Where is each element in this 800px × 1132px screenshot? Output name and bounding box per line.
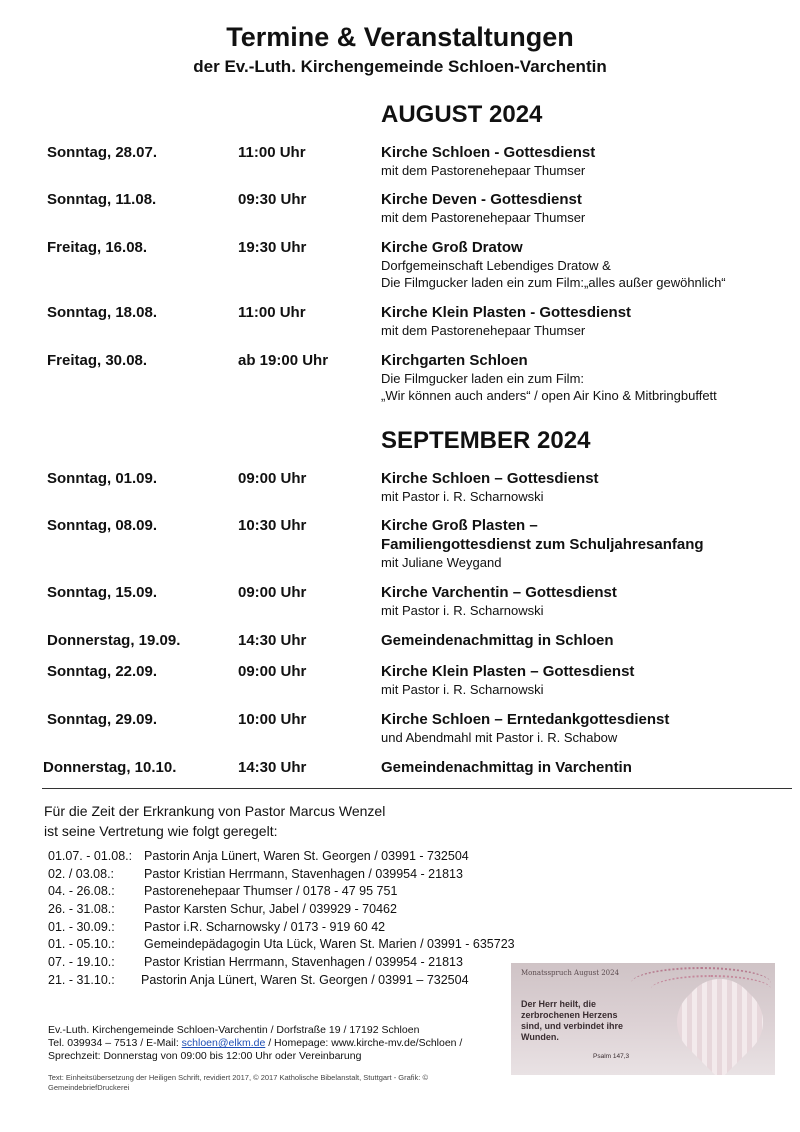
vertretung-person: Pastorin Anja Lünert, Waren St. Georgen / 03991 - 732504 xyxy=(144,849,469,863)
footer-phone: Tel. 039934 – 7513 / E-Mail: xyxy=(48,1037,182,1049)
vertretung-intro-2: ist seine Vertretung wie folgt geregelt: xyxy=(44,823,278,839)
event-title: Kirche Groß Dratow xyxy=(381,239,523,256)
vertretung-person: Pastor Kristian Herrmann, Stavenhagen / 039954 - 21813 xyxy=(144,955,463,969)
vertretung-person: Pastor Kristian Herrmann, Stavenhagen / 039954 - 21813 xyxy=(144,867,463,881)
event-detail: Die Filmgucker laden ein zum Film:„alles außer gewöhnlich“ xyxy=(381,275,726,290)
monatsspruch-verse: Der Herr heilt, die zerbrochenen Herzens sind, und verbindet ihre Wunden. xyxy=(521,999,624,1042)
event-title: Gemeindenachmittag in Varchentin xyxy=(381,759,632,776)
vertretung-person: Pastorin Anja Lünert, Waren St. Georgen / 03991 – 732504 xyxy=(141,973,469,987)
event-time: 19:30 Uhr xyxy=(238,239,307,256)
event-detail: und Abendmahl mit Pastor i. R. Schabow xyxy=(381,730,618,745)
vertretung-range: 07. - 19.10.: xyxy=(48,955,115,969)
credit-line-2: GemeindebriefDruckerei xyxy=(48,1083,130,1092)
event-title: Kirche Klein Plasten - Gottesdienst xyxy=(381,304,632,321)
footer-contact xyxy=(48,1037,462,1049)
vertretung-range: 01. - 30.09.: xyxy=(48,920,115,934)
event-title-line2: Familiengottesdienst zum Schuljahresanfang xyxy=(381,536,704,553)
event-detail: Dorfgemeinschaft Lebendiges Dratow & xyxy=(381,258,611,273)
event-title: Kirche Varchentin – Gottesdienst xyxy=(381,584,617,601)
event-detail: mit dem Pastorenehepaar Thumser xyxy=(381,163,586,178)
event-title: Kirche Klein Plasten – Gottesdienst xyxy=(381,663,635,680)
email-link[interactable]: schloen@elkm.de xyxy=(181,1037,266,1049)
event-day: Sonntag, 01.09. xyxy=(47,470,158,487)
monatsspruch-header: Monatsspruch August 2024 xyxy=(521,969,620,977)
event-title: Kirche Deven - Gottesdienst xyxy=(381,191,582,208)
event-day: Sonntag, 18.08. xyxy=(47,304,158,321)
footer-homepage: / Homepage: www.kirche-mv.de/Schloen / xyxy=(265,1037,463,1049)
event-time: ab 19:00 Uhr xyxy=(238,352,329,369)
event-time: 14:30 Uhr xyxy=(238,632,307,649)
event-day: Sonntag, 08.09. xyxy=(47,517,158,534)
event-time: 09:00 Uhr xyxy=(238,470,307,487)
month-heading-august: AUGUST 2024 xyxy=(381,101,543,128)
event-time: 09:00 Uhr xyxy=(238,584,307,601)
event-day: Sonntag, 22.09. xyxy=(47,663,158,680)
monatsspruch-ref: Psalm 147,3 xyxy=(593,1053,630,1060)
event-day: Sonntag, 15.09. xyxy=(47,584,158,601)
event-day: Donnerstag, 19.09. xyxy=(47,632,181,649)
footer-address: Ev.-Luth. Kirchengemeinde Schloen-Varchentin / Dorfstraße 19 / 17192 Schloen xyxy=(48,1024,420,1036)
event-title: Kirche Schloen – Erntedankgottesdienst xyxy=(381,711,670,728)
page-title: Termine & Veranstaltungen xyxy=(226,22,574,52)
vertretung-range: 01. - 05.10.: xyxy=(48,937,115,951)
vertretung-person: Pastorenehepaar Thumser / 0178 - 47 95 751 xyxy=(144,884,398,898)
vertretung-range: 01.07. - 01.08.: xyxy=(48,849,133,863)
event-time: 10:30 Uhr xyxy=(238,517,307,534)
event-detail: „Wir können auch anders“ / open Air Kino & Mitbringbuffett xyxy=(381,388,717,403)
footer-hours: Sprechzeit: Donnerstag von 09:00 bis 12:00 Uhr oder Vereinbarung xyxy=(48,1050,362,1062)
event-time: 09:30 Uhr xyxy=(238,191,307,208)
vertretung-person: Pastor Karsten Schur, Jabel / 039929 - 70462 xyxy=(144,902,397,916)
event-title: Kirchgarten Schloen xyxy=(381,352,528,369)
event-day: Sonntag, 29.09. xyxy=(47,711,158,728)
event-time: 09:00 Uhr xyxy=(238,663,307,680)
event-title: Gemeindenachmittag in Schloen xyxy=(381,632,614,649)
event-day: Freitag, 30.08. xyxy=(47,352,148,369)
page-subtitle: der Ev.-Luth. Kirchengemeinde Schloen-Varchentin xyxy=(193,57,607,76)
vertretung-person: Gemeindepädagogin Uta Lück, Waren St. Marien / 03991 - 635723 xyxy=(144,937,515,951)
event-day: Sonntag, 11.08. xyxy=(47,191,157,208)
event-detail: mit dem Pastorenehepaar Thumser xyxy=(381,210,586,225)
event-title: Kirche Schloen – Gottesdienst xyxy=(381,470,599,487)
vertretung-range: 26. - 31.08.: xyxy=(48,902,115,916)
monatsspruch-card xyxy=(511,963,775,1075)
event-detail: mit Juliane Weygand xyxy=(381,555,502,570)
event-detail: Die Filmgucker laden ein zum Film: xyxy=(381,371,585,386)
vertretung-range: 04. - 26.08.: xyxy=(48,884,115,898)
credit-line-1: Text: Einheitsübersetzung der Heiligen Schrift, revidiert 2017, © 2017 Katholische Bibelanstalt, Stuttgart - Grafik: © xyxy=(48,1073,428,1082)
event-title: Kirche Schloen - Gottesdienst xyxy=(381,144,596,161)
event-day: Sonntag, 28.07. xyxy=(47,144,158,161)
month-heading-september: SEPTEMBER 2024 xyxy=(381,427,591,454)
vertretung-person: Pastor i.R. Scharnowsky / 0173 - 919 60 42 xyxy=(144,920,386,934)
divider xyxy=(42,788,792,789)
event-detail: mit dem Pastorenehepaar Thumser xyxy=(381,323,586,338)
event-time: 10:00 Uhr xyxy=(238,711,307,728)
event-detail: mit Pastor i. R. Scharnowski xyxy=(381,682,544,697)
event-detail: mit Pastor i. R. Scharnowski xyxy=(381,489,544,504)
vertretung-range: 02. / 03.08.: xyxy=(48,867,115,881)
event-day: Freitag, 16.08. xyxy=(47,239,148,256)
event-time: 11:00 Uhr xyxy=(238,304,306,321)
vertretung-range: 21. - 31.10.: xyxy=(48,973,115,987)
event-time: 14:30 Uhr xyxy=(238,759,307,776)
event-detail: mit Pastor i. R. Scharnowski xyxy=(381,603,544,618)
event-day: Donnerstag, 10.10. xyxy=(43,759,177,776)
vertretung-intro-1: Für die Zeit der Erkrankung von Pastor Marcus Wenzel xyxy=(44,803,386,819)
event-title: Kirche Groß Plasten – xyxy=(381,517,538,534)
event-time: 11:00 Uhr xyxy=(238,144,306,161)
